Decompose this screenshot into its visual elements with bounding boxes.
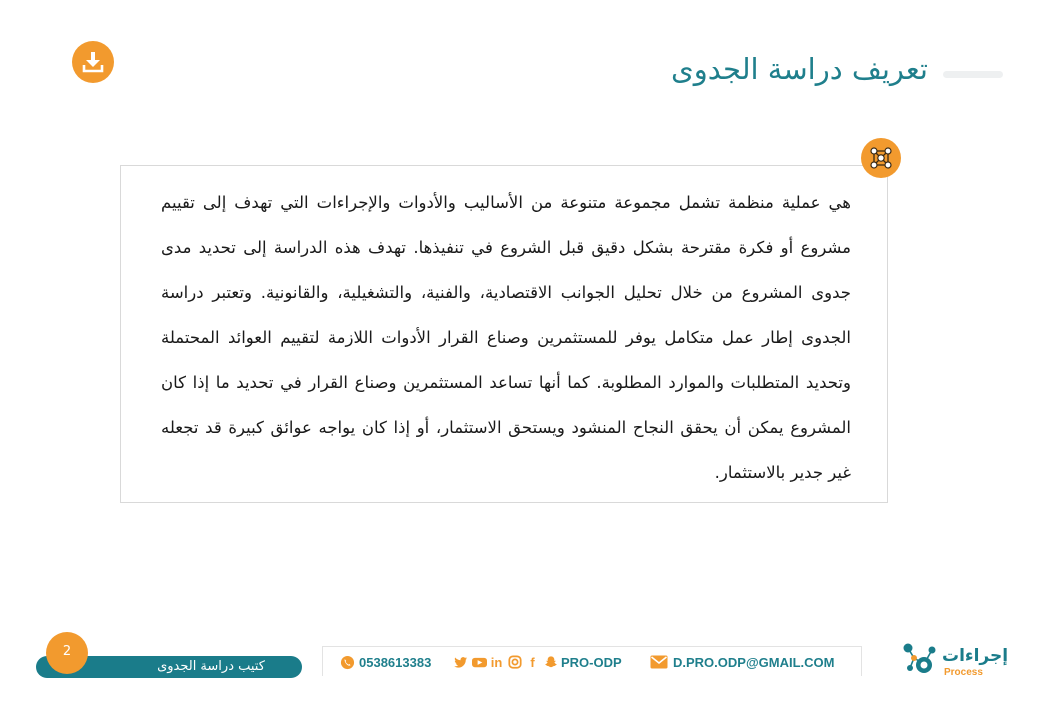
- facebook-icon[interactable]: f: [530, 654, 535, 670]
- download-icon: [81, 50, 105, 74]
- network-nodes-icon: [861, 138, 901, 178]
- whatsapp-icon: [340, 655, 355, 670]
- page-number-badge: 2: [46, 632, 88, 674]
- definition-paragraph: هي عملية منظمة تشمل مجموعة متنوعة من الأساليب والأدوات والإجراءات التي تهدف إلى تقييم مشروع أو فكرة مقترحة بشكل دقيق قبل الشروع في تنفيذها. تهدف هذه الدراسة إلى تحديد مدى جدوى المشروع من خلال تحليل الجوانب الاقتصادية، والفنية، والتشغيلية، والقانونية. وتعتبر دراسة الجدوى إطار عمل متكامل يوفر للمستثمرين وصناع القرار الأدوات اللازمة لتقييم العوائد المحتملة وتحديد المتطلبات والموارد المطلوبة. كما أنها تساعد المستثمرين وصناع القرار في تحديد ما إذا كان المشروع يمكن أن يحقق النجاح المنشود ويستحق الاستثمار، أو إذا كان يواجه عوائق كبيرة قد تجعله غير جدير بالاستثمار.: [161, 193, 851, 482]
- definition-card: [120, 165, 888, 503]
- download-button[interactable]: [72, 41, 114, 83]
- email-contact[interactable]: [650, 652, 834, 672]
- phone-contact[interactable]: [340, 652, 431, 672]
- title-accent-line: [943, 71, 1003, 78]
- brand-logo: [900, 638, 1010, 682]
- logo-english-text: Process: [944, 667, 983, 678]
- logo-arabic-text: إجراءات: [942, 646, 1009, 666]
- page-title: تعريف دراسة الجدوى: [671, 52, 928, 86]
- logo-molecule-icon: [900, 638, 944, 682]
- phone-number: 0538613383: [359, 654, 432, 670]
- youtube-icon[interactable]: [471, 655, 486, 670]
- instagram-icon[interactable]: [507, 655, 522, 670]
- social-handle: PRO-ODP: [561, 654, 622, 670]
- mail-icon: [650, 655, 668, 669]
- snapchat-icon[interactable]: [543, 655, 558, 670]
- linkedin-icon[interactable]: in: [490, 654, 503, 670]
- booklet-title: كتيب دراسة الجدوى: [157, 659, 265, 674]
- twitter-icon[interactable]: [453, 655, 468, 670]
- social-links: [453, 652, 622, 672]
- email-address: D.PRO.ODP@GMAIL.COM: [673, 654, 835, 670]
